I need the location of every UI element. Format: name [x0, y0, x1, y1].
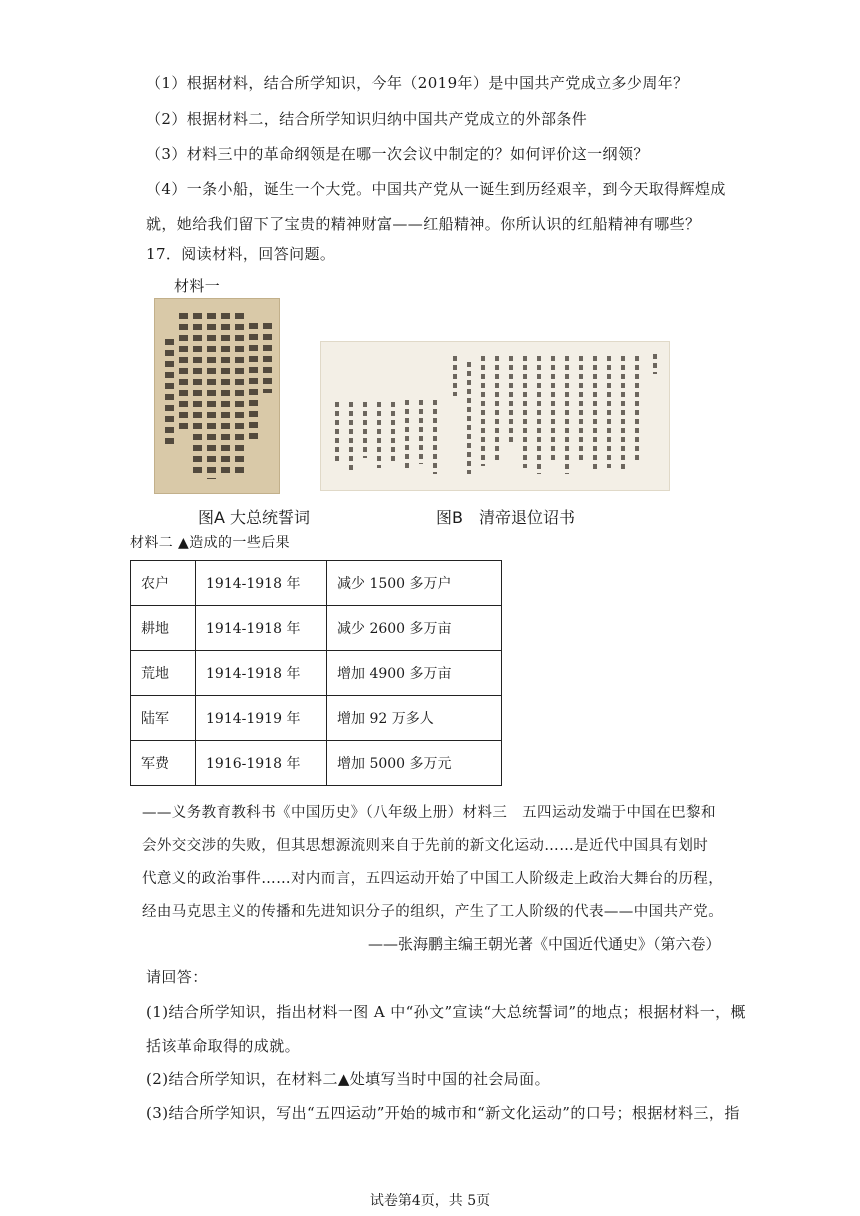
caption-b: 图B 清帝退位诏书 — [436, 508, 575, 527]
material-3-line: 经由马克思主义的传播和先进知识分子的组织，产生了工人阶级的代表——中国共产党。 — [142, 904, 724, 920]
consequences-table — [130, 560, 502, 786]
material-1-label: 材料一 — [174, 277, 221, 295]
table-row — [131, 561, 502, 606]
table-cell-period: 1916-1918 年 — [196, 741, 327, 786]
table-cell-item: 陆军 — [131, 696, 196, 741]
table-cell-period: 1914-1918 年 — [196, 561, 327, 606]
material-3-source: ——张海鹏主编王朝光著《中国近代通史》（第六卷） — [368, 935, 721, 953]
question-16-4-cont: 就，她给我们留下了宝贵的精神财富——红船精神。你所认识的红船精神有哪些？ — [146, 215, 701, 233]
material-3-line: ——义务教育教科书《中国历史》（八年级上册）材料三 五四运动发端于中国在巴黎和 — [142, 805, 716, 821]
question-17-title: 17．阅读材料，回答问题。 — [146, 245, 336, 263]
abdication-edict-image — [320, 341, 670, 491]
question-16-4: （4）一条小船，诞生一个大党。中国共产党从一诞生到历经艰辛，到今天取得辉煌成 — [146, 180, 726, 198]
answer-question-1-cont: 括该革命取得的成就。 — [146, 1037, 301, 1055]
answer-question-1: (1)结合所学知识，指出材料一图 A 中“孙文”宣读“大总统誓词”的地点；根据材料一，概 — [146, 1003, 746, 1021]
table-cell-period: 1914-1919 年 — [196, 696, 327, 741]
please-answer: 请回答： — [146, 968, 208, 986]
table-cell-item: 农户 — [131, 561, 196, 606]
caption-a: 图A 大总统誓词 — [198, 508, 311, 527]
table-row — [131, 606, 502, 651]
question-16-1: （1）根据材料，结合所学知识，今年（2019年）是中国共产党成立多少周年？ — [146, 74, 689, 92]
table-cell-change: 增加 4900 多万亩 — [327, 651, 502, 696]
table-cell-period: 1914-1918 年 — [196, 606, 327, 651]
table-cell-change: 减少 1500 多万户 — [327, 561, 502, 606]
table-row — [131, 651, 502, 696]
page-footer: 试卷第4页，共 5页 — [369, 1193, 491, 1209]
table-row — [131, 741, 502, 786]
material-3-line: 会外交交涉的失败，但其思想源流则来自于先前的新文化运动……是近代中国具有划时 — [142, 838, 709, 854]
answer-question-3: (3)结合所学知识，写出“五四运动”开始的城市和“新文化运动”的口号；根据材料三，指 — [146, 1104, 740, 1122]
question-16-2: （2）根据材料二，结合所学知识归纳中国共产党成立的外部条件 — [146, 110, 588, 128]
material-2-label: 材料二 ▲造成的一些后果 — [130, 535, 291, 551]
table-cell-change: 增加 5000 多万元 — [327, 741, 502, 786]
question-16-3: （3）材料三中的革命纲领是在哪一次会议中制定的？如何评价这一纲领？ — [146, 145, 649, 163]
table-cell-change: 减少 2600 多万亩 — [327, 606, 502, 651]
answer-question-2: (2)结合所学知识，在材料二▲处填写当时中国的社会局面。 — [146, 1070, 550, 1088]
table-cell-item: 荒地 — [131, 651, 196, 696]
table-cell-item: 军费 — [131, 741, 196, 786]
table-row — [131, 696, 502, 741]
table-cell-period: 1914-1918 年 — [196, 651, 327, 696]
material-3-line: 代意义的政治事件……对内而言，五四运动开始了中国工人阶级走上政治大舞台的历程， — [142, 871, 724, 887]
presidential-oath-image — [154, 298, 280, 494]
table-cell-change: 增加 92 万多人 — [327, 696, 502, 741]
table-cell-item: 耕地 — [131, 606, 196, 651]
